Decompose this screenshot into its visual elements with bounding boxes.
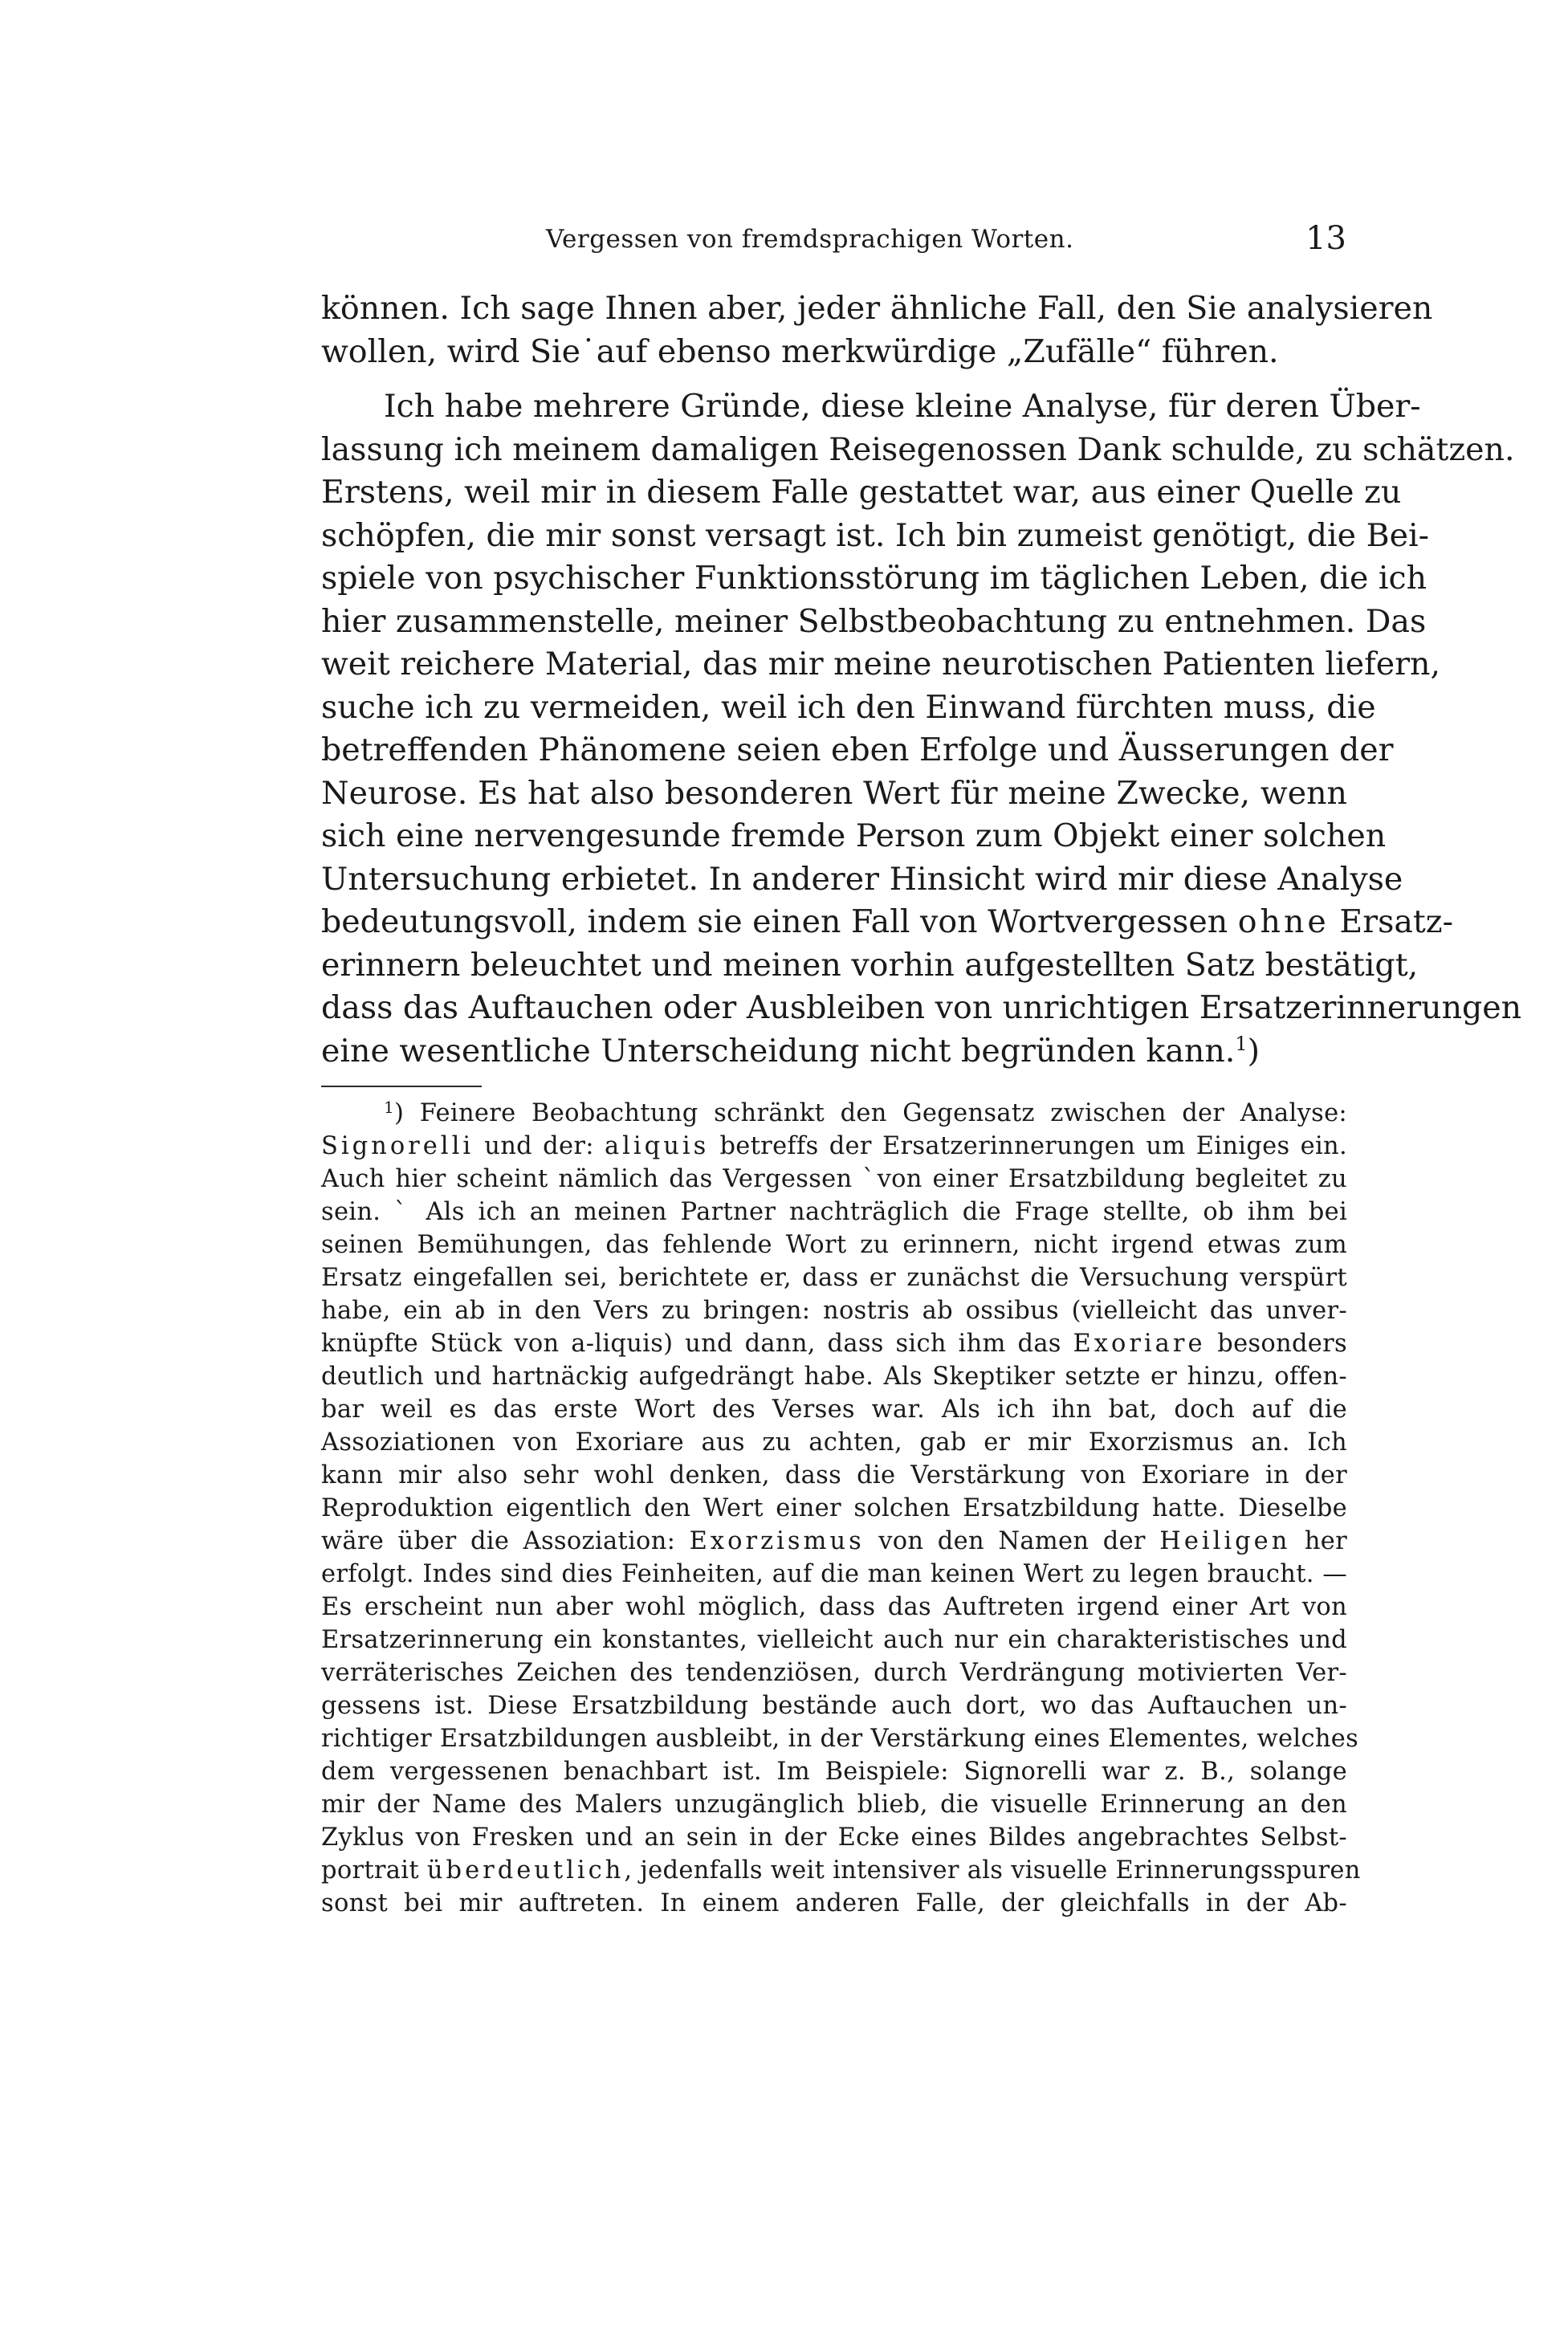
- text-line: Erstens, weil mir in diesem Falle gestattet war, aus einer Quelle zu: [321, 474, 1402, 511]
- text-line: Untersuchung erbietet. In anderer Hinsicht wird mir diese Analyse: [321, 860, 1403, 898]
- footnote-reference-close: ): [1247, 1032, 1261, 1070]
- text-segment: eine wesentliche Unterscheidung nicht begründen kann.: [321, 1032, 1236, 1070]
- text-line: wollen, wird Sie˙auf ebenso merkwürdige „Zufälle“ führen.: [321, 332, 1279, 370]
- text-segment: besonders: [1217, 1330, 1347, 1358]
- text-line: [321, 1030, 1347, 1074]
- text-line: [321, 1854, 1361, 1887]
- text-line: lassung ich meinem damaligen Reisegenossen Dank schulde, zu schätzen.: [321, 430, 1515, 468]
- text-line: mir der Name des Malers unzugänglich blieb, die visuelle Erinnerung an den: [321, 1791, 1347, 1819]
- text-line: habe, ein ab in den Vers zu bringen: nostris ab ossibus (vielleicht das unver-: [321, 1297, 1347, 1325]
- text-line: Assoziationen von Exoriare aus zu achten, gab er mir Exorzismus an. Ich: [321, 1428, 1347, 1457]
- emphasis-spaced: überdeutlich: [426, 1856, 625, 1885]
- text-line: verräterisches Zeichen des tendenziösen, durch Verdrängung motivierten Ver-: [321, 1659, 1347, 1687]
- text-segment: betreffs der Ersatzerinnerungen um Einiges ein.: [709, 1132, 1347, 1160]
- text-segment: , jedenfalls weit intensiver als visuelle Erinnerungsspuren: [624, 1856, 1361, 1885]
- text-line: können. Ich sage Ihnen aber, jeder ähnliche Fall, den Sie analysieren: [321, 290, 1433, 327]
- text-line: Zyklus von Fresken und an sein in der Ecke eines Bildes angebrachtes Selbst-: [321, 1823, 1347, 1852]
- text-line: [321, 1525, 1347, 1558]
- text-line: dem vergessenen benachbart ist. Im Beispiele: Signorelli war z. B., solange: [321, 1758, 1347, 1786]
- text-line: betreffenden Phänomene seien eben Erfolge und Äusserungen der: [321, 731, 1394, 768]
- text-line: spiele von psychischer Funktionsstörung im täglichen Leben, die ich: [321, 560, 1427, 597]
- text-line: deutlich und hartnäckig aufgedrängt habe. Als Skeptiker setzte er hinzu, offen-: [321, 1363, 1347, 1391]
- text-segment: und der:: [474, 1132, 605, 1160]
- page-number: 13: [1305, 220, 1346, 257]
- text-line: [321, 1327, 1347, 1360]
- text-line: erfolgt. Indes sind dies Feinheiten, auf die man keinen Wert zu legen braucht. —: [321, 1560, 1347, 1588]
- paragraph-2: [321, 385, 1522, 1073]
- text-line: richtiger Ersatzbildungen ausbleibt, in der Verstärkung eines Elementes, welches: [321, 1725, 1359, 1753]
- text-segment: Feinere Beobachtung schränkt den Gegensatz zwischen der Analyse:: [404, 1099, 1347, 1127]
- emphasis-spaced: Exoriare: [1073, 1330, 1206, 1358]
- footnote-marker: 1: [384, 1098, 395, 1117]
- text-line: [321, 901, 1453, 944]
- text-segment: portrait: [321, 1856, 419, 1885]
- footnote-divider: [321, 1086, 482, 1087]
- text-line: Reproduktion eigentlich den Wert einer solchen Ersatzbildung hatte. Dieselbe: [321, 1494, 1347, 1522]
- text-line: dass das Auftauchen oder Ausbleiben von unrichtigen Ersatzerinnerungen: [321, 989, 1522, 1026]
- text-line: sonst bei mir auftreten. In einem anderen Falle, der gleichfalls in der Ab-: [321, 1889, 1347, 1917]
- text-line: [321, 1097, 1347, 1130]
- text-line: seinen Bemühungen, das fehlende Wort zu erinnern, nicht irgend etwas zum: [321, 1231, 1347, 1259]
- text-segment: von den Namen der: [878, 1527, 1146, 1555]
- footnote-marker-close: ): [394, 1099, 405, 1127]
- footnote-reference: 1: [1235, 1032, 1248, 1055]
- text-line: [321, 1130, 1347, 1163]
- text-segment: knüpfte Stück von a-liquis) und dann, dass sich ihm das: [321, 1330, 1061, 1358]
- text-line: gessens ist. Diese Ersatzbildung bestände auch dort, wo das Auftauchen un-: [321, 1692, 1347, 1720]
- text-line: Ersatzerinnerung ein konstantes, vielleicht auch nur ein charakteristisches und: [321, 1626, 1347, 1654]
- text-segment: bedeutungsvoll, indem sie einen Fall von Wortvergessen: [321, 903, 1228, 940]
- page-header: [313, 220, 1346, 268]
- text-line: hier zusammenstelle, meiner Selbstbeobachtung zu entnehmen. Das: [321, 602, 1427, 640]
- text-line: sich eine nervengesunde fremde Person zum Objekt einer solchen: [321, 817, 1387, 854]
- text-line: Ersatz eingefallen sei, berichtete er, dass er zunächst die Versuchung verspürt: [321, 1264, 1347, 1292]
- emphasis-spaced: Exorzismus: [689, 1527, 865, 1555]
- text-line: weit reichere Material, das mir meine neurotischen Patienten liefern,: [321, 646, 1441, 683]
- text-line: Auch hier scheint nämlich das Vergessen ˋvon einer Ersatzbildung begleitet zu: [321, 1165, 1347, 1193]
- text-line: erinnern beleuchtet und meinen vorhin aufgestellten Satz bestätigt,: [321, 946, 1419, 984]
- main-text: [321, 287, 1522, 1073]
- text-line: kann mir also sehr wohl denken, dass die Verstärkung von Exoriare in der: [321, 1461, 1347, 1489]
- text-line: Ich habe mehrere Gründe, diese kleine Analyse, für deren Über-: [384, 388, 1421, 425]
- text-segment: her: [1304, 1527, 1348, 1555]
- text-line: Neurose. Es hat also besonderen Wert für meine Zwecke, wenn: [321, 774, 1347, 812]
- footnote-indent: [321, 1099, 384, 1127]
- emphasis-spaced: ohne: [1237, 903, 1330, 940]
- footnote: [321, 1097, 1361, 1920]
- text-segment: wäre über die Assoziation:: [321, 1527, 676, 1555]
- running-title: Vergessen von fremdsprachigen Worten.: [546, 225, 1074, 254]
- paragraph-1: [321, 287, 1433, 373]
- emphasis-spaced: Heiligen: [1159, 1527, 1291, 1555]
- text-line: bar weil es das erste Wort des Verses war. Als ich ihn bat, doch auf die: [321, 1396, 1347, 1424]
- text-line: schöpfen, die mir sonst versagt ist. Ich bin zumeist genötigt, die Bei-: [321, 516, 1429, 554]
- text-line: sein. ˋ Als ich an meinen Partner nachträglich die Frage stellte, ob ihm bei: [321, 1198, 1347, 1226]
- emphasis-spaced: Signorelli: [321, 1132, 474, 1160]
- emphasis-spaced: aliquis: [604, 1132, 710, 1160]
- text-line: Es erscheint nun aber wohl möglich, dass das Auftreten irgend einer Art von: [321, 1593, 1347, 1621]
- text-segment: Ersatz-: [1339, 903, 1453, 940]
- text-line: suche ich zu vermeiden, weil ich den Einwand fürchten muss, die: [321, 688, 1376, 726]
